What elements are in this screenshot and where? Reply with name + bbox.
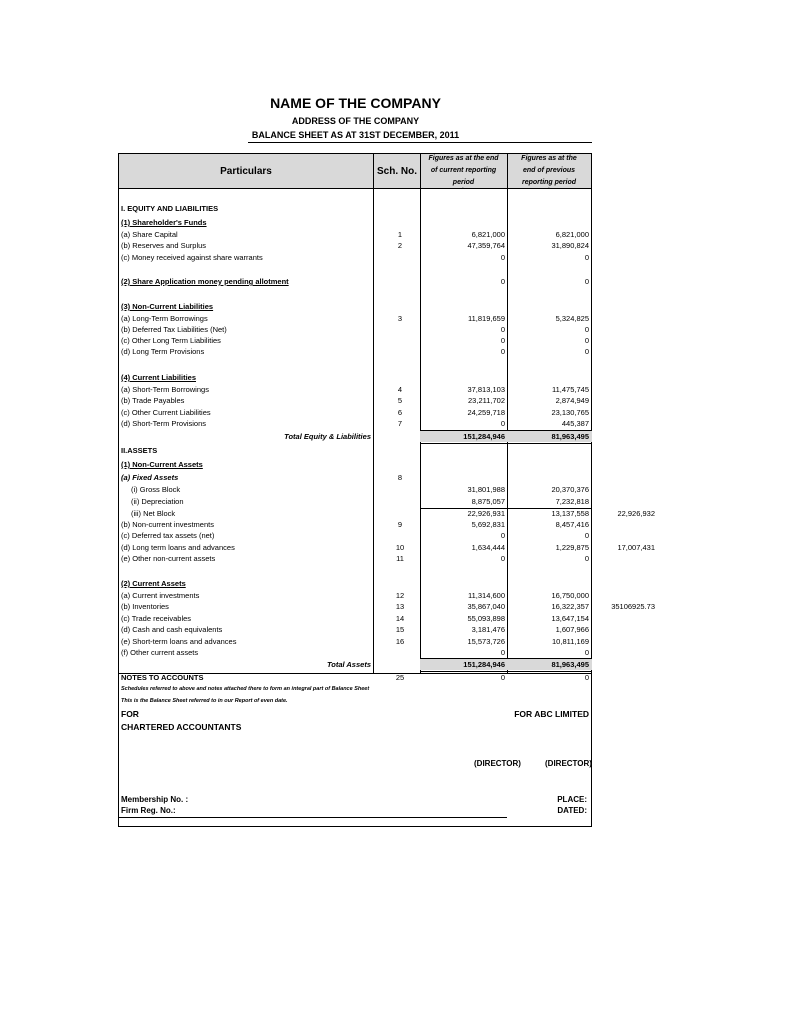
- row-label: (2) Current Assets: [121, 579, 186, 588]
- previous-period-value: 16,750,000: [551, 591, 589, 600]
- table-row: [0, 372, 791, 384]
- company-address: ADDRESS OF THE COMPANY: [291, 116, 420, 126]
- schedule-number: 4: [397, 385, 403, 394]
- current-period-value: 0: [500, 277, 505, 286]
- schedules-note: Schedules referred to above and notes attached there to form an integral part of Balance Sheet: [121, 686, 370, 692]
- row-label: (a) Short-Term Borrowings: [121, 385, 209, 394]
- current-period-value: 0: [500, 554, 505, 563]
- schedule-number: 10: [395, 543, 405, 552]
- tick-mark: `: [548, 188, 551, 195]
- previous-period-value: 81,963,495: [551, 660, 589, 669]
- director-signature-2: (DIRECTOR): [545, 759, 592, 768]
- header-particulars: Particulars: [220, 166, 272, 177]
- row-label: II.ASSETS: [121, 446, 158, 455]
- row-label: Total Assets: [326, 660, 371, 669]
- current-period-value: 0: [500, 336, 505, 345]
- schedule-number: 14: [395, 614, 405, 623]
- rule-line: [119, 673, 591, 674]
- place-label: PLACE:: [557, 795, 587, 804]
- row-label: (a) Current investments: [121, 591, 200, 600]
- previous-period-value: 0: [584, 554, 589, 563]
- row-label: (e) Other non-current assets: [121, 554, 216, 563]
- row-label: (ii) Depreciation: [131, 497, 184, 506]
- row-label: (3) Non-Current Liabilities: [121, 302, 214, 311]
- previous-period-value: 0: [584, 673, 589, 682]
- row-label: (a) Long-Term Borrowings: [121, 314, 208, 323]
- for-company: FOR ABC LIMITED: [514, 709, 589, 719]
- previous-period-value: 11,475,745: [552, 385, 589, 394]
- current-period-value: 55,093,898: [467, 614, 505, 623]
- previous-period-value: 0: [584, 531, 589, 540]
- current-period-value: 1,634,444: [471, 543, 505, 552]
- previous-period-value: 20,370,376: [551, 485, 589, 494]
- current-period-value: 24,259,718: [467, 408, 505, 417]
- previous-period-value: 445,387: [561, 419, 589, 428]
- previous-period-value: 13,647,154: [551, 614, 589, 623]
- header-sch-no: Sch. No.: [376, 166, 417, 177]
- schedule-number: 12: [395, 591, 405, 600]
- current-period-value: 11,314,600: [468, 591, 505, 600]
- table-row: [0, 530, 791, 542]
- row-label: (b) Deferred Tax Liabilities (Net): [121, 325, 227, 334]
- dated-label: DATED:: [557, 806, 587, 815]
- previous-period-value: 7,232,818: [555, 497, 589, 506]
- current-period-value: 47,359,764: [467, 241, 505, 250]
- current-period-value: 8,875,057: [471, 497, 505, 506]
- previous-period-value: 8,457,416: [555, 520, 589, 529]
- current-period-value: 11,819,659: [468, 314, 505, 323]
- current-period-value: 3,181,476: [471, 625, 505, 634]
- chartered-accountants: CHARTERED ACCOUNTANTS: [121, 722, 242, 732]
- current-period-value: 0: [500, 253, 505, 262]
- table-row: [0, 301, 791, 313]
- director-signature-1: (DIRECTOR): [474, 759, 521, 768]
- row-label: (b) Trade Payables: [121, 396, 185, 405]
- previous-period-value: 5,324,825: [555, 314, 589, 323]
- row-label: Total Equity & Liabilities: [284, 432, 371, 441]
- previous-period-value: 0: [584, 277, 589, 286]
- row-label: (1) Non-Current Assets: [121, 460, 203, 469]
- row-label: (f) Other current assets: [121, 648, 199, 657]
- current-period-value: 0: [500, 648, 505, 657]
- row-label: (2) Share Application money pending allotment: [121, 277, 289, 286]
- previous-period-value: 13,137,558: [551, 509, 589, 518]
- table-row: [0, 203, 791, 215]
- table-row: [0, 659, 791, 671]
- previous-period-value: 81,963,495: [551, 432, 589, 441]
- current-period-value: 151,284,946: [463, 432, 505, 441]
- previous-period-value: 2,874,949: [555, 396, 589, 405]
- table-row: [0, 276, 791, 288]
- row-label: (iii) Net Block: [131, 509, 176, 518]
- header-previous-period: Figures as at the end of previous reporting period: [521, 155, 577, 186]
- current-period-value: 151,284,946: [463, 660, 505, 669]
- current-period-value: 0: [500, 673, 505, 682]
- schedule-number: 13: [395, 602, 405, 611]
- table-row: [0, 346, 791, 358]
- current-period-value: 0: [500, 347, 505, 356]
- table-row: [0, 647, 791, 659]
- table-row: [0, 217, 791, 229]
- previous-period-value: 6,821,000: [555, 230, 589, 239]
- company-name: NAME OF THE COMPANY: [270, 95, 441, 111]
- schedule-number: 5: [397, 396, 403, 405]
- current-period-value: 6,821,000: [471, 230, 505, 239]
- schedule-number: 2: [397, 241, 403, 250]
- header-bottom-rule: [119, 188, 591, 189]
- row-label: (a) Share Capital: [121, 230, 178, 239]
- row-label: (c) Money received against share warrants: [121, 253, 263, 262]
- table-row: [0, 431, 791, 443]
- table-row: [0, 472, 791, 484]
- row-label: (1) Shareholder's Funds: [121, 218, 207, 227]
- row-label: (d) Long Term Provisions: [121, 347, 205, 356]
- previous-period-value: 0: [584, 336, 589, 345]
- current-period-value: 22,926,931: [467, 509, 505, 518]
- row-label: (i) Gross Block: [131, 485, 181, 494]
- table-row: [0, 624, 791, 636]
- statement-title: BALANCE SHEET AS AT 31ST DECEMBER, 2011: [251, 130, 460, 140]
- header-current-period: Figures as at the end of current reporting period: [428, 155, 499, 186]
- table-row: [0, 445, 791, 457]
- row-label: (d) Cash and cash equivalents: [121, 625, 223, 634]
- current-period-value: 23,211,702: [468, 396, 505, 405]
- rule-line: [420, 658, 592, 659]
- schedule-number: 3: [397, 314, 403, 323]
- previous-period-value: 0: [584, 347, 589, 356]
- row-label: (a) Fixed Assets: [121, 473, 179, 482]
- previous-period-value: 1,229,875: [555, 543, 589, 552]
- rule-line: [420, 671, 592, 672]
- side-calculation-value: 35106925.73: [611, 602, 655, 611]
- row-label: (b) Inventories: [121, 602, 169, 611]
- schedule-number: 9: [397, 520, 403, 529]
- rule-line: [420, 508, 592, 509]
- title-rule: [248, 142, 592, 143]
- table-row: [0, 553, 791, 565]
- table-row: [0, 496, 791, 508]
- for-label: FOR: [121, 709, 139, 719]
- schedule-number: 25: [395, 673, 405, 682]
- row-label: (c) Deferred tax assets (net): [121, 531, 215, 540]
- row-label: (c) Trade receivables: [121, 614, 192, 623]
- current-period-value: 0: [500, 419, 505, 428]
- previous-period-value: 0: [584, 253, 589, 262]
- membership-no: Membership No. :: [121, 795, 189, 804]
- previous-period-value: 1,607,966: [555, 625, 589, 634]
- current-period-value: 0: [500, 531, 505, 540]
- table-row: [0, 240, 791, 252]
- row-label: (d) Short-Term Provisions: [121, 419, 207, 428]
- previous-period-value: 0: [584, 648, 589, 657]
- report-note: This is the Balance Sheet referred to in our Report of even date.: [121, 698, 288, 704]
- row-label: (4) Current Liabilities: [121, 373, 197, 382]
- previous-period-value: 23,130,765: [551, 408, 589, 417]
- table-row: [0, 395, 791, 407]
- table-row: [0, 601, 791, 613]
- schedule-number: 7: [397, 419, 403, 428]
- schedule-number: 15: [395, 625, 405, 634]
- previous-period-value: 31,890,824: [551, 241, 589, 250]
- current-period-value: 0: [500, 325, 505, 334]
- current-period-value: 37,813,103: [467, 385, 505, 394]
- schedule-number: 16: [395, 637, 405, 646]
- row-label: (d) Long term loans and advances: [121, 543, 235, 552]
- schedule-number: 6: [397, 408, 403, 417]
- current-period-value: 15,573,726: [467, 637, 505, 646]
- current-period-value: 31,801,988: [467, 485, 505, 494]
- table-row: [0, 459, 791, 471]
- previous-period-value: 0: [584, 325, 589, 334]
- current-period-value: 5,692,831: [471, 520, 505, 529]
- row-label: (c) Other Current Liabilities: [121, 408, 211, 417]
- side-calculation-value: 22,926,932: [617, 509, 655, 518]
- row-label: (c) Other Long Term Liabilities: [121, 336, 221, 345]
- side-calculation-value: 17,007,431: [617, 543, 655, 552]
- schedule-number: 11: [396, 554, 404, 563]
- row-label: NOTES TO ACCOUNTS: [121, 673, 204, 682]
- rule-line: [420, 443, 592, 444]
- schedule-number: 8: [397, 473, 403, 482]
- row-label: (b) Reserves and Surplus: [121, 241, 207, 250]
- previous-period-value: 16,322,357: [551, 602, 589, 611]
- schedule-number: 1: [397, 230, 403, 239]
- footer-rule: [119, 817, 507, 818]
- tick-mark: `: [462, 188, 465, 195]
- table-row: [0, 484, 791, 496]
- table-row: [0, 578, 791, 590]
- row-label: (b) Non-current investments: [121, 520, 214, 529]
- previous-period-value: 10,811,169: [552, 637, 589, 646]
- row-label: (e) Short-term loans and advances: [121, 637, 237, 646]
- firm-reg-no: Firm Reg. No.:: [121, 806, 176, 815]
- current-period-value: 35,867,040: [467, 602, 505, 611]
- row-label: I. EQUITY AND LIABILITIES: [121, 204, 219, 213]
- rule-line: [420, 430, 592, 431]
- table-row: [0, 418, 791, 430]
- table-row: [0, 252, 791, 264]
